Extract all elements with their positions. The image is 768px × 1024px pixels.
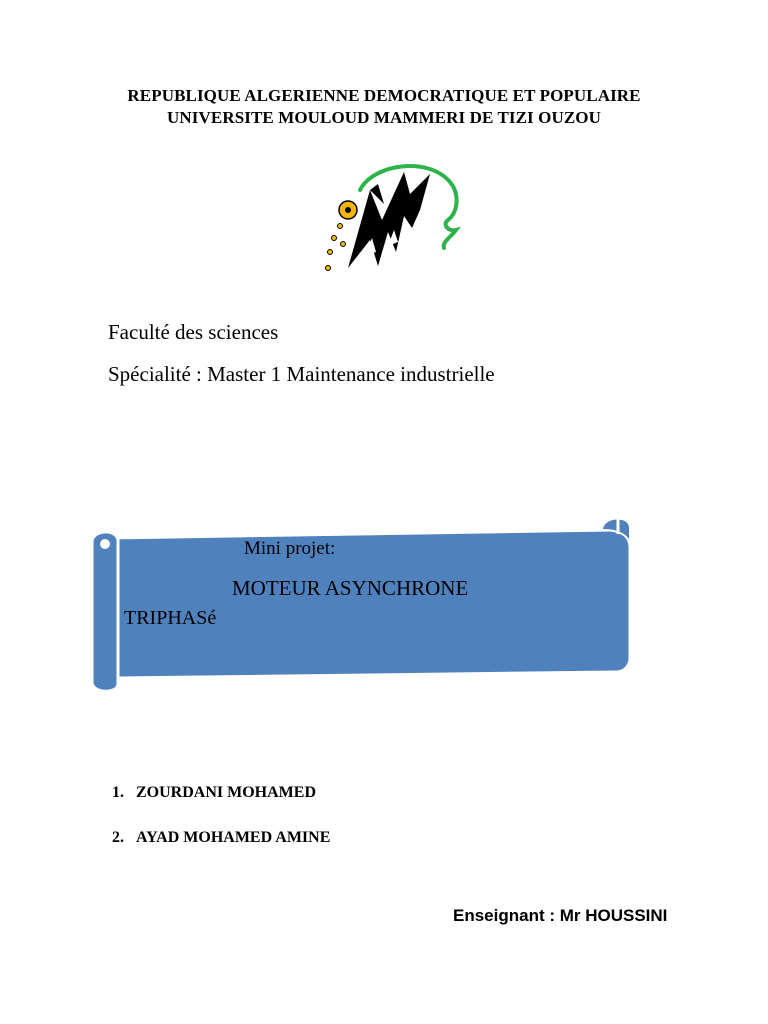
banner-title-line1: MOTEUR ASYNCHRONE xyxy=(232,576,469,600)
header-republic: REPUBLIQUE ALGERIENNE DEMOCRATIQUE ET POPULAIRE xyxy=(127,86,641,105)
student-number: 1. xyxy=(112,784,124,801)
student-number: 2. xyxy=(112,829,124,846)
teacher-text: Enseignant : Mr HOUSSINI xyxy=(453,906,668,925)
university-logo-icon xyxy=(318,160,463,275)
header-university: UNIVERSITE MOULOUD MAMMERI DE TIZI OUZOU xyxy=(167,108,601,127)
specialty-text: Spécialité : Master 1 Maintenance industrielle xyxy=(108,362,495,386)
student-name: AYAD MOHAMED AMINE xyxy=(136,829,331,846)
student-name: ZOURDANI MOHAMED xyxy=(136,784,316,801)
banner-title-line2: TRIPHASé xyxy=(124,607,217,629)
student-item xyxy=(112,784,316,802)
banner-label: Mini projet: xyxy=(244,538,336,559)
student-item xyxy=(112,829,330,847)
faculty-text: Faculté des sciences xyxy=(108,320,279,344)
